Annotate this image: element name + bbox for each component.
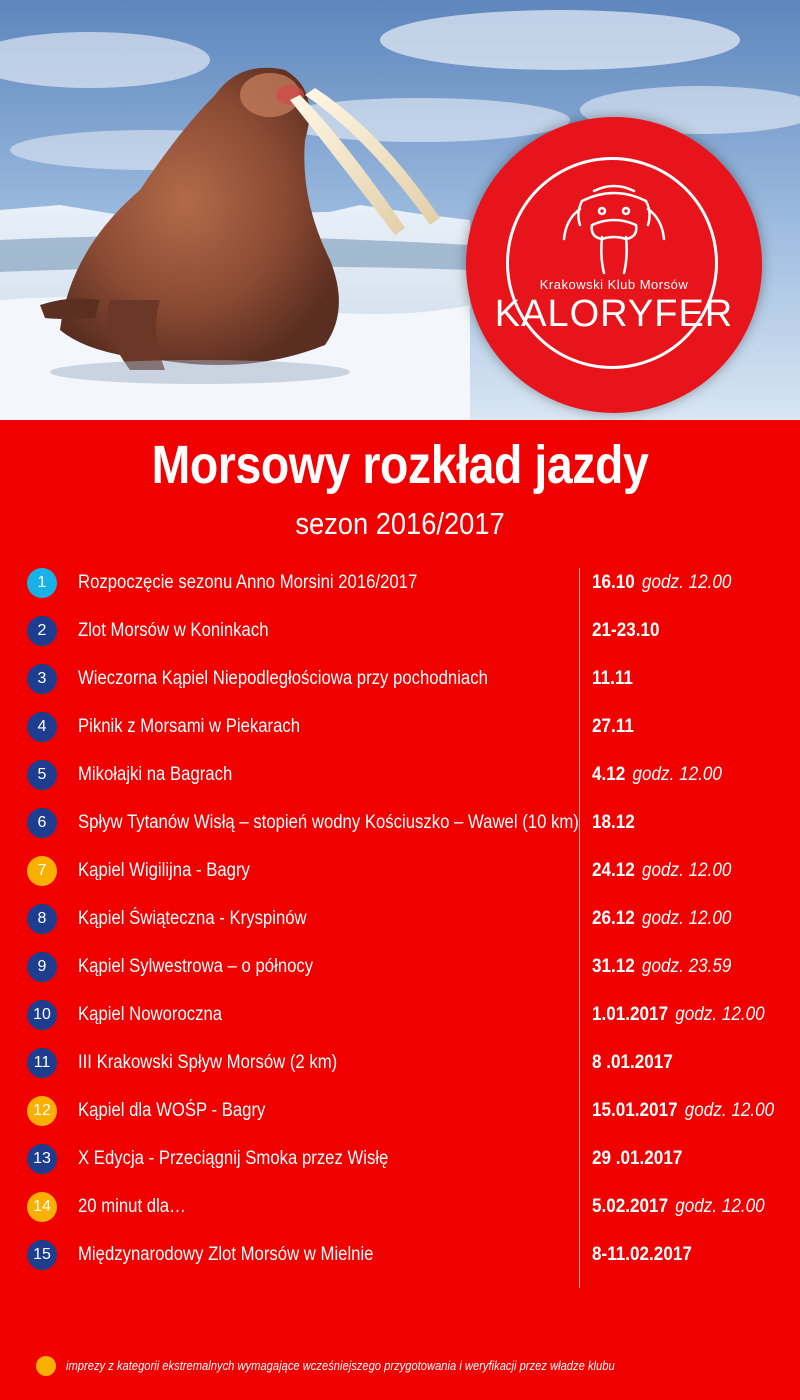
event-number-badge: 14 [27, 1192, 57, 1222]
event-title: Kąpiel Wigilijna - Bagry [78, 860, 250, 881]
event-number-badge: 13 [27, 1144, 57, 1174]
event-number-badge: 3 [27, 664, 57, 694]
event-title: Mikołajki na Bagrach [78, 764, 233, 785]
schedule-row [0, 707, 800, 747]
event-time: godz. 12.00 [641, 908, 732, 929]
schedule-row [0, 947, 800, 987]
event-date: 5.02.2017 [592, 1196, 669, 1217]
event-datetime [592, 1004, 765, 1026]
event-title: Kąpiel Sylwestrowa – o północy [78, 956, 314, 977]
schedule-row [0, 659, 800, 699]
event-datetime [592, 1196, 765, 1218]
schedule-row [0, 1139, 800, 1179]
schedule-row [0, 1091, 800, 1131]
event-datetime [592, 1100, 774, 1122]
schedule-row [0, 1187, 800, 1227]
event-datetime [592, 860, 731, 882]
event-datetime [592, 908, 731, 930]
schedule-row [0, 995, 800, 1035]
logo-subtitle: Krakowski Klub Morsów [539, 277, 689, 292]
event-title: Międzynarodowy Zlot Morsów w Mielnie [78, 1244, 374, 1265]
event-title: Piknik z Morsami w Piekarach [78, 716, 301, 737]
event-number-badge: 15 [27, 1240, 57, 1270]
event-date: 27.11 [592, 716, 634, 737]
event-title: III Krakowski Spływ Morsów (2 km) [78, 1052, 338, 1073]
event-number-badge: 7 [27, 856, 57, 886]
page-title: Morsowy rozkład jazdy [151, 435, 649, 495]
event-number-badge: 5 [27, 760, 57, 790]
schedule-row [0, 563, 800, 603]
schedule-row [0, 899, 800, 939]
event-date: 11.11 [592, 668, 633, 689]
event-date: 24.12 [592, 860, 635, 881]
event-date: 21-23.10 [592, 620, 660, 641]
event-title: Wieczorna Kąpiel Niepodległościowa przy pochodniach [78, 668, 488, 689]
event-date: 16.10 [592, 572, 635, 593]
event-datetime [592, 1052, 673, 1074]
event-datetime [592, 956, 731, 978]
page-subtitle: sezon 2016/2017 [295, 506, 505, 541]
event-date: 15.01.2017 [592, 1100, 678, 1121]
schedule-row [0, 803, 800, 843]
schedule-row [0, 851, 800, 891]
event-date: 31.12 [592, 956, 635, 977]
event-date: 1.01.2017 [592, 1004, 669, 1025]
event-title: Spływ Tytanów Wisłą – stopień wodny Kościuszko – Wawel (10 km) [78, 812, 579, 833]
schedule-row [0, 1043, 800, 1083]
event-date: 8 .01.2017 [592, 1052, 673, 1073]
event-datetime [592, 716, 634, 738]
legend-dot-icon [36, 1356, 56, 1376]
event-number-badge: 12 [27, 1096, 57, 1126]
event-datetime [592, 668, 633, 690]
event-title: Rozpoczęcie sezonu Anno Morsini 2016/2017 [78, 572, 418, 593]
event-time: godz. 12.00 [684, 1100, 775, 1121]
event-number-badge: 4 [27, 712, 57, 742]
event-datetime [592, 812, 635, 834]
event-datetime [592, 1244, 692, 1266]
event-title: Kąpiel Świąteczna - Kryspinów [78, 908, 307, 929]
event-date: 26.12 [592, 908, 635, 929]
footnote: imprezy z kategorii ekstremalnych wymagające wcześniejszego przygotowania i weryfikacji przez władze klubu [66, 1358, 615, 1373]
event-time: godz. 12.00 [641, 860, 732, 881]
event-number-badge: 11 [27, 1048, 57, 1078]
event-date: 29 .01.2017 [592, 1148, 683, 1169]
event-title: X Edycja - Przeciągnij Smoka przez Wisłę [78, 1148, 389, 1169]
schedule-row [0, 755, 800, 795]
event-time: godz. 23.59 [641, 956, 732, 977]
event-number-badge: 9 [27, 952, 57, 982]
schedule-row [0, 1235, 800, 1275]
event-number-badge: 2 [27, 616, 57, 646]
schedule-row [0, 611, 800, 651]
event-number-badge: 6 [27, 808, 57, 838]
event-datetime [592, 1148, 682, 1170]
event-number-badge: 10 [27, 1000, 57, 1030]
event-time: godz. 12.00 [675, 1196, 765, 1217]
event-title: Kąpiel dla WOŚP - Bagry [78, 1100, 266, 1121]
event-date: 8-11.02.2017 [592, 1244, 692, 1265]
event-datetime [592, 764, 722, 786]
event-date: 18.12 [592, 812, 635, 833]
event-date: 4.12 [592, 764, 626, 785]
event-time: godz. 12.00 [675, 1004, 765, 1025]
event-title: Kąpiel Noworoczna [78, 1004, 223, 1025]
event-time: godz. 12.00 [641, 572, 732, 593]
event-time: godz. 12.00 [632, 764, 722, 785]
event-datetime [592, 572, 731, 594]
logo-name: KALORYFER [494, 293, 734, 335]
event-title: 20 minut dla… [78, 1196, 186, 1217]
club-logo [466, 117, 762, 413]
event-datetime [592, 620, 660, 642]
event-title: Zlot Morsów w Koninkach [78, 620, 269, 641]
event-number-badge: 8 [27, 904, 57, 934]
event-number-badge: 1 [27, 568, 57, 598]
walrus-logo-icon [552, 179, 676, 279]
